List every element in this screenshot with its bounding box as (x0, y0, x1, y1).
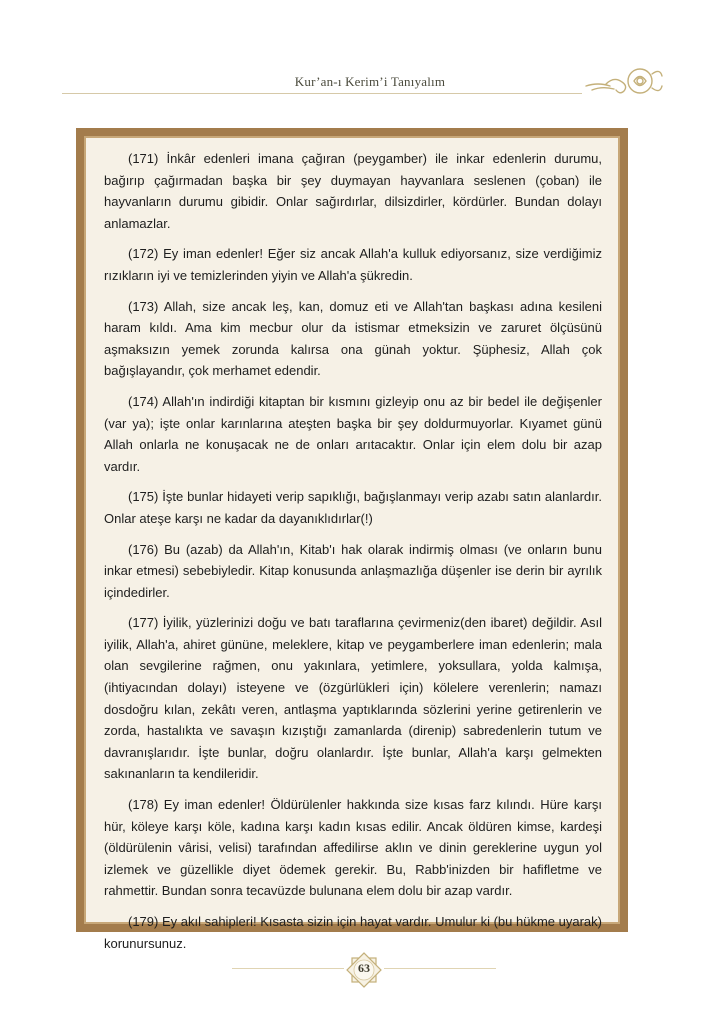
page-number: 63 (358, 961, 370, 975)
floral-swirl-icon (584, 64, 664, 98)
verse-174: (174) Allah'ın indirdiği kitaptan bir kısmını gizleyip onu az bir bedel ile değişenler (var ya); işte onlar karınlarına ateşten başka bir şey doldurmuyorlar. Kıyamet günü Allah onlarla ne konuşacak ne de onları arıtacaktır. Onlar için elem dolu bir azap vardır. (104, 393, 602, 474)
verse-172: (172) Ey iman edenler! Eğer siz ancak Allah'a kulluk ediyorsanız, size verdiğimiz rızıkların iyi ve temizlerinden yiyin ve Allah'a şükredin. (104, 246, 602, 283)
content-frame (76, 128, 628, 951)
page-header-title: Kur’an-ı Kerim’i Tanıyalım (294, 74, 446, 89)
header-rule (62, 93, 582, 94)
verse-176: (176) Bu (azab) da Allah'ın, Kitab'ı hak olarak indirmiş olması (ve onların bunu inkar etmesi) sebebiyledir. Kitap konusunda anlaşmazlığa düşenler ise derin bir ayrılık içindedirler. (104, 541, 602, 600)
footer-rule-left (232, 968, 344, 969)
verse-panel (84, 136, 620, 951)
verse-171: (171) İnkâr edenleri imana çağıran (peygamber) ile inkar edenlerin durumu, bağırıp çağırmadan başka bir şey duymayan hayvanlara seslenen (çoban) ile hayvanların durumu gibidir. Onlar sağırdırlar, dilsizdirler, kördürler. Bundan dolayı anlamazlar. (104, 151, 602, 231)
verse-173: (173) Allah, size ancak leş, kan, domuz eti ve Allah'tan başkası adına kesileni haram kıldı. Ama kim mecbur olur da istismar etmeksizin ve zaruret ölçüsünü aşmaksızın yemek zorunda kalırsa ona günah yoktur. Şüphesiz, Allah çok bağışlayandır, çok merhamet edendir. (104, 298, 602, 379)
verse-175: (175) İşte bunlar hidayeti verip sapıklığı, bağışlanmayı verip azabı satın alanlardır. Onlar ateşe karşı ne kadar da dayanıklıdırlar(!) (104, 489, 602, 526)
footer-rule-right (384, 968, 496, 969)
verse-177: (177) İyilik, yüzlerinizi doğu ve batı taraflarına çevirmeniz(den ibaret) değildir. Asıl iyilik, Allah'a, ahiret gününe, meleklere, kitap ve peygamberlere iman edenlerin; mala olan sevgilerine rağmen, onu yakınlara, yetimlere, yoksullara, yolda kalmışa, (ihtiyacından dolayı) isteyene ve (özgürlükleri için) kölelere verenlerin; namazı dosdoğru kılan, zekâtı veren, antlaşma yaptıklarında sözlerini yerine getirenlerin ve zorda, hastalıkta ve savaşın kızıştığı zamanlarda (direnip) sabredenlerin tutum ve davranışlarıdır. İşte bunlar, doğru olanlardır. İşte bunlar, Allah'a karşı gelmekten sakınanların ta kendileridir. (104, 615, 602, 782)
verse-179: (179) Ey akıl sahipleri! Kısasta sizin için hayat vardır. Umulur ki (bu hükme uyarak) korunursunuz. (104, 914, 602, 951)
verse-178: (178) Ey iman edenler! Öldürülenler hakkında size kısas farz kılındı. Hüre karşı hür, köleye karşı köle, kadına karşı kadın kısas edilir. Ancak öldüren kimse, kardeşi (öldürülenin vârisi, velisi) tarafından affedilirse aklın ve dinin gereklerine uygun yol izlemek ve güzellikle diyet ödemek gerekir. Bu, Rabb'inizden bir hafifletme ve rahmettir. Bundan sonra tecavüzde bulunana elem dolu bir azap vardır. (104, 797, 602, 899)
